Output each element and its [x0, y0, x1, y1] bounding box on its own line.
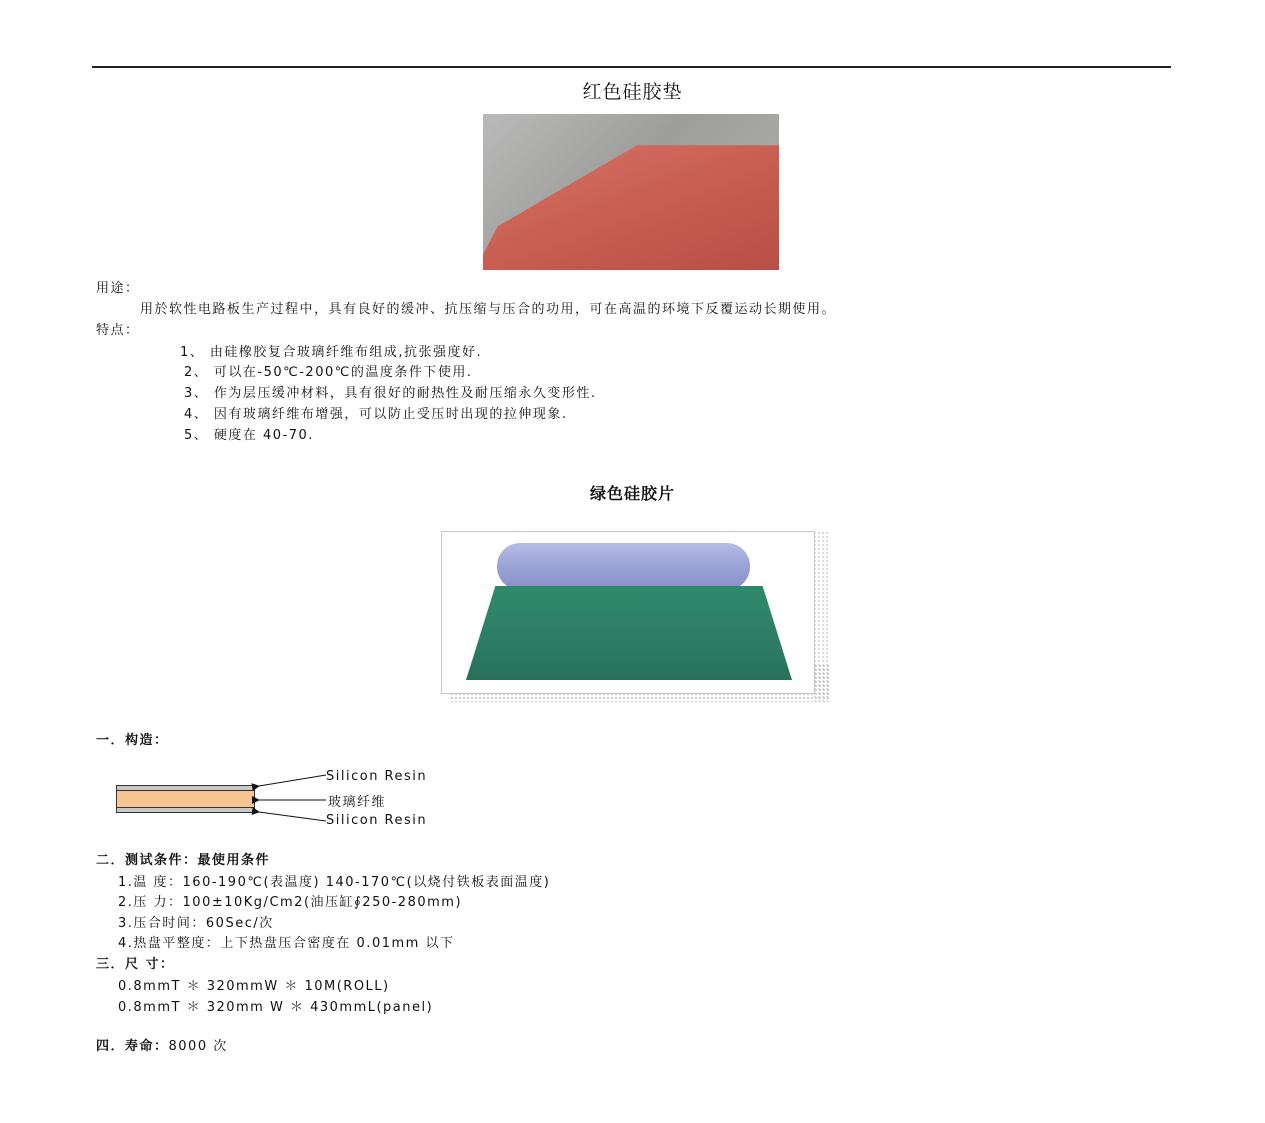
lifetime-value: 8000 次 — [168, 1039, 228, 1054]
top-rule — [92, 66, 1171, 68]
usage-label: 用途： — [96, 281, 140, 296]
feature-item: 5、 硬度在 40-70. — [184, 428, 314, 443]
section-lifetime — [96, 1035, 228, 1054]
silicone-roll — [497, 543, 750, 590]
layer-label: Silicon Resin — [326, 769, 428, 784]
test-condition-item: 2.压 力：100±10Kg/Cm2(油压缸∮250-280mm) — [118, 895, 463, 910]
size-item: 0.8mmT ＊ 320mm W ＊ 430mmL(panel) — [118, 1000, 434, 1015]
feature-item: 3、 作为层压缓冲材料，具有很好的耐热性及耐压缩永久变形性. — [184, 386, 597, 401]
section-size-heading: 三．尺 寸： — [96, 957, 175, 972]
arrow-top — [259, 775, 326, 786]
section-structure-heading: 一．构造： — [96, 733, 169, 748]
size-item: 0.8mmT ＊ 320mmW ＊ 10M(ROLL) — [118, 979, 390, 994]
test-condition-item: 4.热盘平整度：上下热盘压合密度在 0.01mm 以下 — [118, 936, 455, 951]
section-test-conditions-heading: 二．测试条件：最使用条件 — [96, 853, 271, 868]
red-sheet — [483, 114, 779, 270]
feature-item: 4、 因有玻璃纤维布增强，可以防止受压时出现的拉伸现象. — [184, 407, 568, 422]
lifetime-label: 四．寿命： — [96, 1039, 169, 1054]
layer-label: Silicon Resin — [326, 813, 428, 828]
test-condition-item: 3.压合时间：60Sec/次 — [118, 916, 274, 931]
test-condition-item: 1.温 度：160-190℃(表温度) 140-170℃(以烧付铁板表面温度) — [118, 875, 551, 890]
title-green-silicone-sheet: 绿色硅胶片 — [589, 484, 675, 503]
green-mat — [466, 586, 792, 680]
red-silicone-photo — [483, 114, 779, 270]
feature-item: 2、 可以在-50℃-200℃的温度条件下使用. — [184, 365, 473, 380]
title-red-silicone-pad: 红色硅胶垫 — [582, 81, 683, 103]
feature-item: 1、 由硅橡胶复合玻璃纤维布组成,抗张强度好. — [180, 345, 483, 360]
arrow-bottom — [259, 812, 326, 821]
layer-label: 玻璃纤维 — [328, 795, 387, 810]
features-label: 特点： — [96, 323, 140, 338]
layer-glass-fiber — [116, 791, 255, 807]
layer-silicon-resin-bottom — [116, 807, 255, 813]
usage-text: 用於软性电路板生产过程中，具有良好的缓冲、抗压缩与压合的功用，可在高温的环境下反覆运动长期使用。 — [140, 302, 837, 317]
